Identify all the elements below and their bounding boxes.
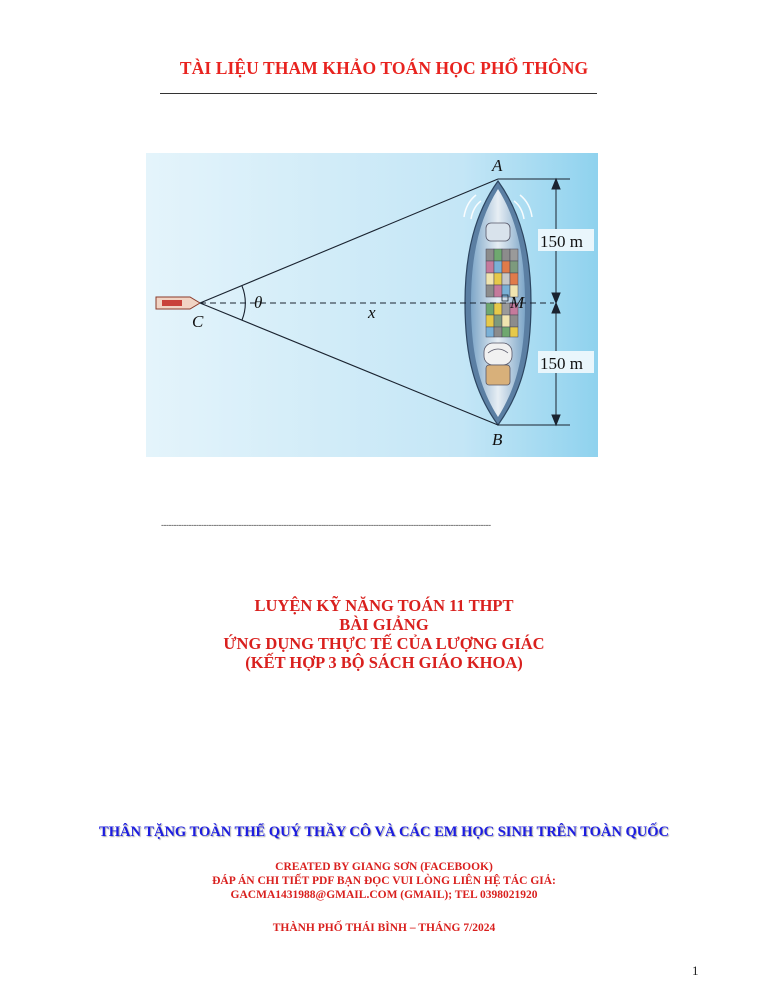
- label-theta: θ: [254, 293, 263, 312]
- label-upper-distance: 150 m: [540, 232, 583, 251]
- course-title-line-1: LUYỆN KỸ NĂNG TOÁN 11 THPT: [254, 596, 514, 615]
- course-title-line-4: (KẾT HỢP 3 BỘ SÁCH GIÁO KHOA): [245, 653, 523, 672]
- course-title-block: [0, 596, 768, 672]
- dedication-line: THÂN TẶNG TOÀN THỂ QUÝ THẦY CÔ VÀ CÁC EM HỌC SINH TRÊN TOÀN QUỐC: [99, 824, 669, 840]
- credits-line-2: ĐÁP ÁN CHI TIẾT PDF BẠN ĐỌC VUI LÒNG LIÊN HỆ TÁC GIẢ:: [212, 875, 556, 887]
- course-title-line-2: BÀI GIẢNG: [339, 615, 429, 634]
- document-header-title: TÀI LIỆU THAM KHẢO TOÁN HỌC PHỔ THÔNG: [179, 58, 589, 78]
- credits-line-1: CREATED BY GIANG SƠN (FACEBOOK): [275, 861, 493, 873]
- label-m: M: [510, 293, 525, 312]
- label-a: A: [492, 156, 503, 175]
- page-number: 1: [692, 963, 699, 978]
- header-underline: [160, 93, 597, 94]
- ship-triangle-figure: [146, 153, 598, 457]
- label-b: B: [492, 430, 503, 449]
- small-boat: [156, 297, 200, 309]
- label-lower-distance: 150 m: [540, 354, 583, 373]
- label-x: x: [368, 303, 376, 322]
- place-date: THÀNH PHỐ THÁI BÌNH – THÁNG 7/2024: [272, 922, 496, 934]
- dashed-separator: ------------------------------------------------------------------------------------------------------------------------------------: [161, 521, 491, 529]
- course-title-line-3: ỨNG DỤNG THỰC TẾ CỦA LƯỢNG GIÁC: [223, 634, 545, 653]
- label-c: C: [192, 312, 204, 331]
- credits-block: [0, 860, 768, 902]
- credits-line-3: GACMA1431988@GMAIL.COM (GMAIL); TEL 0398021920: [230, 889, 538, 901]
